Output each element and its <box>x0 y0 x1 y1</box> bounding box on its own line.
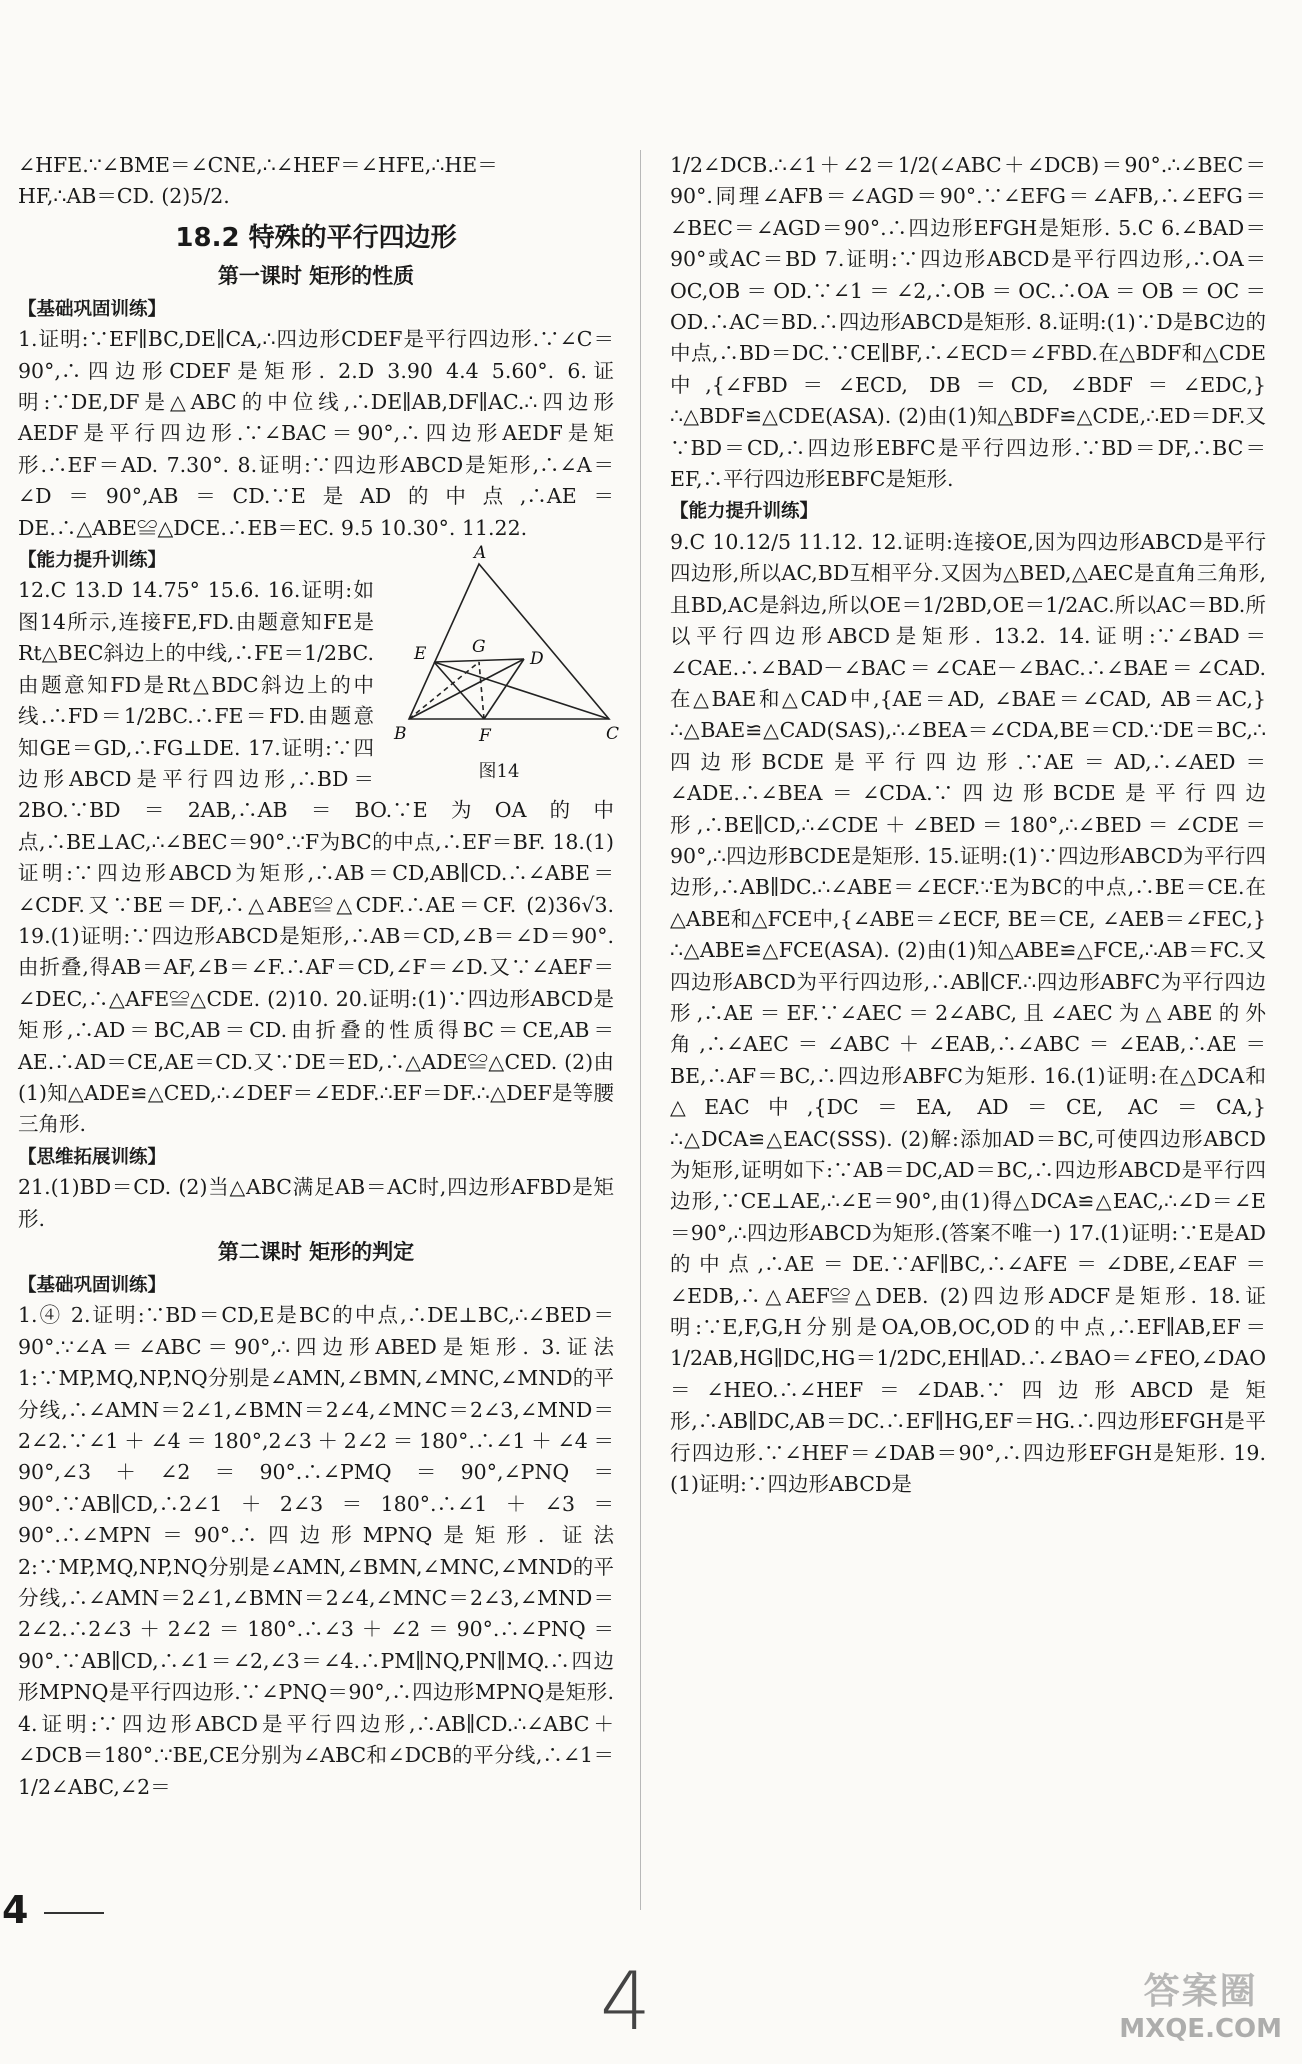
lesson-2-title: 第二课时 矩形的判定 <box>217 1240 415 1264</box>
handwritten-mark: 4 <box>600 1955 651 2048</box>
right-answers-2: 9.C 10.12/5 11.12. 12.证明:连接OE,因为四边形ABCD是平行四边形,所以AC,BD互相平分.又因为△BED,△AEC是直角三角形,且BD,AC是斜边,所以OE＝1/2BD,OE＝1/2AC.所以AC＝BD.所以平行四边形ABCD是矩形. 13.2. 14.证明:∵∠BAD＝∠CAE.∴∠BAD－∠BAC＝∠CAE－∠BAC.∴∠BAE＝∠CAD.在△BAE和△CAD中,{AE＝AD, ∠BAE＝∠CAD, AB＝AC,}∴△BAE≌△CAD(SAS),∴∠BEA＝∠CDA,BE＝CD.∵DE＝BC,∴四边形BCDE是平行四边形.∵AE＝AD,∴∠AED＝∠ADE.∴∠BEA＝∠CDA.∵四边形BCDE是平行四边形,∴BE∥CD,∴∠CDE＋∠BED＝180°,∴∠BED＝∠CDE＝90°,∴四边形BCDE是矩形. 15.证明:(1)∵四边形ABCD为平行四边形,∴AB∥DC.∴∠ABE＝∠ECF.∵E为BC的中点,∴BE＝CE.在△ABE和△FCE中,{∠ABE＝∠ECF, BE＝CE, ∠AEB＝∠FEC,}∴△ABE≌△FCE(ASA). (2)由(1)知△ABE≌△FCE,∴AB＝FC.又四边形ABCD为平行四边形,∴AB∥CF.∴四边形ABFC为平行四边形,∴AE＝EF.∵∠AEC＝2∠ABC,且∠AEC为△ABE的外角,∴∠AEC＝∠ABC＋∠EAB,∴∠ABC＝∠EAB,∴AE＝BE,∴AF＝BC,∴四边形ABFC为矩形. 16.(1)证明:在△DCA和△EAC中,{DC＝EA, AD＝CE, AC＝CA,}∴△DCA≌△EAC(SSS). (2)解:添加AD＝BC,可使四边形ABCD为矩形,证明如下:∵AB＝DC,AD＝BC,∴四边形ABCD是平行四边形,∵CE⊥AE,∴∠E＝90°,由(1)得△DCA≌△EAC,∴∠D＝∠E＝90°,∴四边形ABCD为矩形.(答案不唯一) 17.(1)证明:∵E是AD的中点,∴AE＝DE.∵AF∥BC,∴∠AFE＝∠DBE,∠EAF＝∠EDB,∴△AEF≌△DEB. (2)四边形ADCF是矩形. 18.证明:∵E,F,G,H分别是OA,OB,OC,OD的中点,∴EF∥AB,EF＝1/2AB,HG∥DC,HG＝1/2DC,EH∥AD.∴∠BAO＝∠FEO,∠DAO＝∠HEO.∴∠HEF＝∠DAB.∵四边形ABCD是矩形,∴AB∥DC,AB＝DC.∴EF∥HG,EF＝HG.∴四边形EFGH是平行四边形.∵∠HEF＝∠DAB＝90°,∴四边形EFGH是矩形. 19.(1)证明:∵四边形ABCD是 <box>670 529 1266 1497</box>
basic-training-answers: 1.证明:∵EF∥BC,DE∥CA,∴四边形CDEF是平行四边形.∵∠C＝90°,∴四边形CDEF是矩形. 2.D 3.90 4.4 5.60°. 6.证明:∵DE,DF是△ABC的中位线,∴DE∥AB,DF∥AC.∴四边形AEDF是平行四边形.∵∠BAC＝90°,∴四边形AEDF是矩形.∴EF＝AD. 7.30°. 8.证明:∵四边形ABCD是矩形,∴∠A＝∠D＝90°,AB＝CD.∵E是AD的中点,∴AE＝DE.∴△ABE≌△DCE.∴EB＝EC. 9.5 10.30°. 11.22. <box>18 327 614 540</box>
watermark-logo: 答案圈 <box>1143 1971 1258 2012</box>
left-column <box>18 150 620 1803</box>
section-title: 18.2 特殊的平行四边形 <box>175 222 457 253</box>
label-g: G <box>472 637 486 658</box>
label-c: C <box>606 724 620 745</box>
figure-caption: 图14 <box>478 761 520 783</box>
page-number: 4 <box>2 1888 29 1932</box>
ability-training-answers: 12.C 13.D 14.75° 15.6. 16.证明:如图14所示,连接FE,FD.由题意知FE是Rt△BEC斜边上的中线,∴FE＝1/2BC.由题意知FD是Rt△BDC斜边上的中线.∴FD＝1/2BC.∴FE＝FD.由题意知GE＝GD,∴FG⊥DE. 17.证明:∵四边形ABCD是平行四边形,∴BD＝2BO.∵BD＝2AB,∴AB＝BO.∵E为OA的中点,∴BE⊥AC,∴∠BEC＝90°.∵F为BC的中点,∴EF＝BF. 18.(1)证明:∵四边形ABCD为矩形,∴AB＝CD,AB∥CD.∴∠ABE＝∠CDF.又∵BE＝DF,∴△ABE≌△CDF.∴AE＝CF. (2)36√3. 19.(1)证明:∵四边形ABCD是矩形,∴AB＝CD,∠B＝∠D＝90°.由折叠,得AB＝AF,∠B＝∠F.∴AF＝CD,∠F＝∠D.又∵∠AEF＝∠DEC,∴△AFE≌△CDE. (2)10. 20.证明:(1)∵四边形ABCD是矩形,∴AD＝BC,AB＝CD.由折叠的性质得BC＝CE,AB＝AE.∴AD＝CE,AE＝CD.又∵DE＝ED,∴△ADE≌△CED. (2)由(1)知△ADE≌△CED,∴∠DEF＝∠EDF.∴EF＝DF.∴△DEF是等腰三角形. <box>18 578 614 1137</box>
basic-training-2-answers: 1.④ 2.证明:∵BD＝CD,E是BC的中点,∴DE⊥BC,∴∠BED＝90°.∵∠A＝∠ABC＝90°,∴四边形ABED是矩形. 3.证法1:∵MP,MQ,NP,NQ分别是∠AMN,∠BMN,∠MNC,∠MND的平分线,∴∠AMN＝2∠1,∠BMN＝2∠4,∠MNC＝2∠3,∠MND＝2∠2.∵∠1＋∠4＝180°,2∠3＋2∠2＝180°.∴∠1＋∠4＝90°,∠3＋∠2＝90°.∴∠PMQ＝90°,∠PNQ＝90°.∵AB∥CD,∴2∠1＋2∠3＝180°.∴∠1＋∠3＝90°.∴∠MPN＝90°.∴四边形MPNQ是矩形. 证法2:∵MP,MQ,NP,NQ分别是∠AMN,∠BMN,∠MNC,∠MND的平分线,∴∠AMN＝2∠1,∠BMN＝2∠4,∠MNC＝2∠3,∠MND＝2∠2.∴2∠3＋2∠2＝180°.∴∠3＋∠2＝90°.∴∠PNQ＝90°.∵AB∥CD,∴∠1＝∠2,∠3＝∠4.∴PM∥NQ,PN∥MQ.∴四边形MPNQ是平行四边形.∵∠PNQ＝90°,∴四边形MPNQ是矩形. 4.证明:∵四边形ABCD是平行四边形,∴AB∥CD.∴∠ABC＋∠DCB＝180°.∵BE,CE分别为∠ABC和∠DCB的平分线,∴∠1＝1/2∠ABC,∠2＝ <box>18 1303 614 1799</box>
continued-line-2: HF,∴AB＝CD. (2)5/2. <box>18 184 230 209</box>
right-column <box>670 150 1266 1500</box>
label-e: E <box>414 644 427 665</box>
figure-14 <box>384 543 620 785</box>
lesson-1-title: 第一课时 矩形的性质 <box>217 263 415 288</box>
triangle-diagram <box>384 543 620 759</box>
label-f: F <box>479 726 491 747</box>
thinking-training-heading: 【思维拓展训练】 <box>18 1146 167 1168</box>
page-number-rule <box>44 1912 104 1914</box>
watermark-url: MXQE.COM <box>1119 2014 1282 2044</box>
right-ability-heading: 【能力提升训练】 <box>670 501 819 523</box>
label-b: B <box>394 724 407 745</box>
label-a: A <box>474 543 487 564</box>
ability-training-heading: 【能力提升训练】 <box>18 550 167 572</box>
watermark <box>1119 1963 1282 2044</box>
right-answers-1: 1/2∠DCB.∴∠1＋∠2＝1/2(∠ABC＋∠DCB)＝90°.∴∠BEC＝90°.同理∠AFB＝∠AGD＝90°.∵∠EFG＝∠AFB,∴∠EFG＝∠BEC＝∠AGD＝90°.∴四边形EFGH是矩形. 5.C 6.∠BAD＝90°或AC＝BD 7.证明:∵四边形ABCD是平行四边形,∴OA＝OC,OB＝OD.∵∠1＝∠2,∴OB＝OC.∴OA＝OB＝OC＝OD.∴AC＝BD.∴四边形ABCD是矩形. 8.证明:(1)∵D是BC边的中点,∴BD＝DC.∵CE∥BF,∴∠ECD＝∠FBD.在△BDF和△CDE中,{∠FBD＝∠ECD, DB＝CD, ∠BDF＝∠EDC,}∴△BDF≌△CDE(ASA). (2)由(1)知△BDF≌△CDE,∴ED＝DF.又∵BD＝CD,∴四边形EBFC是平行四边形.∵BD＝DF,∴BC＝EF,∴平行四边形EBFC是矩形. <box>670 153 1266 492</box>
basic-training-heading: 【基础巩固训练】 <box>18 298 167 320</box>
continued-line-1: ∠HFE.∵∠BME＝∠CNE,∴∠HEF＝∠HFE,∴HE＝ <box>18 153 498 177</box>
label-d: D <box>530 649 544 670</box>
column-divider <box>640 150 641 1910</box>
thinking-training-answers: 21.(1)BD＝CD. (2)当△ABC满足AB＝AC时,四边形AFBD是矩形. <box>18 1175 614 1231</box>
basic-training-2-heading: 【基础巩固训练】 <box>18 1275 167 1296</box>
